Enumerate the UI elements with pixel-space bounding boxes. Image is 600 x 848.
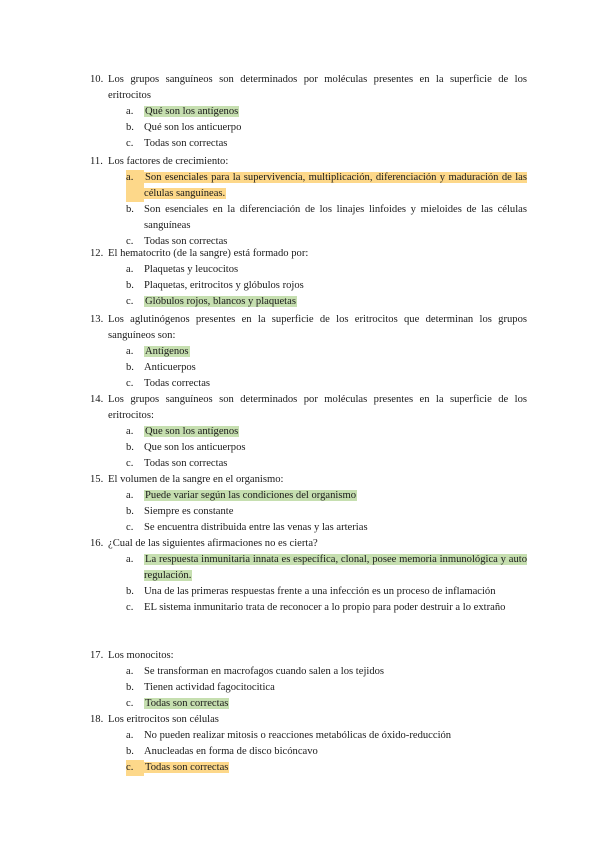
option-letter: c.	[126, 458, 134, 469]
option-letter: c.	[126, 138, 134, 149]
highlighted-answer: Antígenos	[145, 346, 189, 357]
option-item	[126, 520, 527, 536]
question-7	[90, 536, 527, 616]
option-text	[144, 440, 527, 456]
option-item	[126, 504, 527, 520]
option-text	[144, 696, 527, 712]
answer-text: Todas correctas	[144, 378, 211, 389]
option-item	[126, 202, 527, 234]
question-3	[90, 246, 527, 310]
question-4	[90, 312, 527, 392]
option-list	[90, 104, 527, 152]
question-text: El hematocrito (de la sangre) está formado por:	[108, 248, 309, 259]
option-letter: b.	[126, 204, 134, 215]
option-item	[126, 344, 527, 360]
option-text	[144, 360, 527, 376]
option-list	[90, 552, 527, 616]
option-letter: a.	[126, 666, 134, 677]
answer-text: No pueden realizar mitosis o reacciones metabólicas de óxido-reducción	[144, 730, 452, 741]
option-letter: c.	[126, 522, 134, 533]
option-text	[144, 520, 527, 536]
option-text	[144, 664, 527, 680]
question-number: 14.	[90, 394, 104, 405]
question-text: Los monocitos:	[108, 650, 174, 661]
option-text	[144, 120, 527, 136]
answer-text: Todas son correctas	[144, 458, 228, 469]
answer-text: EL sistema inmunitario trata de reconocer a lo propio para poder destruir a lo extraño	[144, 602, 506, 613]
question-text: El volumen de la sangre en el organismo:	[108, 474, 284, 485]
option-letter: a.	[126, 490, 134, 501]
option-item	[126, 262, 527, 278]
option-list	[90, 170, 527, 250]
question-number: 17.	[90, 650, 104, 661]
answer-text: Anticuerpos	[144, 362, 196, 373]
question-number: 15.	[90, 474, 104, 485]
option-text	[144, 376, 527, 392]
option-letter: b.	[126, 506, 134, 517]
question-header	[90, 712, 527, 728]
highlighted-answer: Puede variar según las condiciones del organismo	[145, 490, 357, 501]
question-6	[90, 472, 527, 536]
option-letter: b.	[126, 746, 134, 757]
option-text	[144, 552, 527, 584]
question-header	[90, 536, 527, 552]
option-letter: a.	[126, 106, 134, 117]
answer-text: Anucleadas en forma de disco bicóncavo	[144, 746, 318, 757]
highlighted-answer: Glóbulos rojos, blancos y plaquetas	[145, 296, 296, 307]
question-header	[90, 392, 527, 424]
question-number: 12.	[90, 248, 104, 259]
question-number: 13.	[90, 314, 104, 325]
option-letter: c.	[126, 296, 134, 307]
highlighted-answer: Todas son correctas	[145, 698, 229, 709]
option-letter: a.	[126, 554, 134, 565]
option-item	[126, 170, 527, 202]
question-header	[90, 472, 527, 488]
option-letter: b.	[126, 586, 134, 597]
option-item	[126, 760, 527, 776]
option-list	[90, 488, 527, 536]
option-list	[90, 344, 527, 392]
option-letter: a.	[126, 346, 134, 357]
option-text	[144, 728, 527, 744]
answer-text: Se encuentra distribuida entre las venas y las arterias	[144, 522, 368, 533]
option-item	[126, 136, 527, 152]
highlighted-answer: Que son los antígenos	[145, 426, 239, 437]
option-item	[126, 294, 527, 310]
option-text	[144, 136, 527, 152]
question-number: 10.	[90, 74, 104, 85]
option-text	[144, 600, 527, 616]
question-text: Los grupos sanguíneos son determinados por moléculas presentes en la superficie de los eritrocitos	[108, 74, 527, 101]
answer-text: Qué son los anticuerpo	[144, 122, 242, 133]
option-letter: b.	[126, 362, 134, 373]
option-list	[90, 664, 527, 712]
option-item	[126, 456, 527, 472]
option-text	[144, 424, 527, 440]
option-item	[126, 278, 527, 294]
question-text: Los aglutinógenos presentes en la superficie de los eritrocitos que determinan los grupos sanguíneos son:	[108, 314, 527, 341]
answer-text: Son esenciales en la diferenciación de los linajes linfoides y mieloides de las células sanguíneas	[144, 204, 527, 231]
option-letter: c.	[126, 760, 144, 776]
option-letter: a.	[126, 264, 134, 275]
option-letter: c.	[126, 236, 134, 247]
option-text	[144, 278, 527, 294]
option-letter: a.	[126, 730, 134, 741]
option-item	[126, 680, 527, 696]
option-text	[144, 202, 527, 234]
option-item	[126, 360, 527, 376]
option-list	[90, 424, 527, 472]
question-header	[90, 648, 527, 664]
question-2	[90, 154, 527, 250]
option-letter: a.	[126, 426, 134, 437]
highlighted-answer: La respuesta inmunitaria innata es específica, clonal, posee memoria inmunológica y auto regulación.	[144, 554, 527, 581]
option-list	[90, 728, 527, 776]
option-text	[144, 170, 527, 202]
answer-text: Tienen actividad fagocitocitica	[144, 682, 275, 693]
option-letter: a.	[126, 170, 144, 202]
question-header	[90, 312, 527, 344]
question-5	[90, 392, 527, 472]
option-item	[126, 376, 527, 392]
option-text	[144, 488, 527, 504]
option-text	[144, 744, 527, 760]
option-item	[126, 664, 527, 680]
question-number: 11.	[90, 156, 103, 167]
option-text	[144, 504, 527, 520]
option-text	[144, 456, 527, 472]
option-text	[144, 584, 527, 600]
question-8	[90, 648, 527, 712]
answer-text: Plaquetas, eritrocitos y glóbulos rojos	[144, 280, 304, 291]
question-9	[90, 712, 527, 776]
highlighted-answer: Todas son correctas	[145, 762, 229, 773]
option-item	[126, 104, 527, 120]
option-item	[126, 600, 527, 616]
option-letter: c.	[126, 698, 134, 709]
answer-text: Todas son correctas	[144, 236, 228, 247]
option-text	[144, 294, 527, 310]
option-list	[90, 262, 527, 310]
option-letter: b.	[126, 442, 134, 453]
option-item	[126, 120, 527, 136]
question-text: Los grupos sanguíneos son determinados por moléculas presentes en la superficie de los eritrocitos:	[108, 394, 527, 421]
question-text: Los factores de crecimiento:	[108, 156, 229, 167]
option-letter: c.	[126, 602, 134, 613]
option-item	[126, 728, 527, 744]
option-text	[144, 760, 527, 776]
answer-text: Plaquetas y leucocitos	[144, 264, 239, 275]
answer-text: Se transforman en macrofagos cuando salen a los tejidos	[144, 666, 385, 677]
option-text	[144, 680, 527, 696]
answer-text: Que son los anticuerpos	[144, 442, 246, 453]
question-1	[90, 72, 527, 152]
option-text	[144, 344, 527, 360]
question-number: 18.	[90, 714, 104, 725]
option-item	[126, 552, 527, 584]
question-text: ¿Cual de las siguientes afirmaciones no es cierta?	[108, 538, 318, 549]
question-header	[90, 72, 527, 104]
option-item	[126, 744, 527, 760]
option-letter: b.	[126, 280, 134, 291]
option-letter: b.	[126, 122, 134, 133]
highlighted-answer: Qué son los antígenos	[145, 106, 239, 117]
question-text: Los eritrocitos son células	[108, 714, 219, 725]
option-item	[126, 696, 527, 712]
answer-text: Siempre es constante	[144, 506, 234, 517]
option-letter: b.	[126, 682, 134, 693]
question-header	[90, 246, 527, 262]
option-letter: c.	[126, 378, 134, 389]
answer-text: Una de las primeras respuestas frente a una infección es un proceso de inflamación	[144, 586, 496, 597]
highlighted-answer: Son esenciales para la supervivencia, multiplicación, diferenciación y maduración de las células sanguíneas.	[144, 172, 527, 199]
option-text	[144, 262, 527, 278]
answer-text: Todas son correctas	[144, 138, 228, 149]
option-item	[126, 584, 527, 600]
question-number: 16.	[90, 538, 104, 549]
option-item	[126, 440, 527, 456]
option-item	[126, 424, 527, 440]
question-header	[90, 154, 527, 170]
option-text	[144, 104, 527, 120]
option-item	[126, 488, 527, 504]
